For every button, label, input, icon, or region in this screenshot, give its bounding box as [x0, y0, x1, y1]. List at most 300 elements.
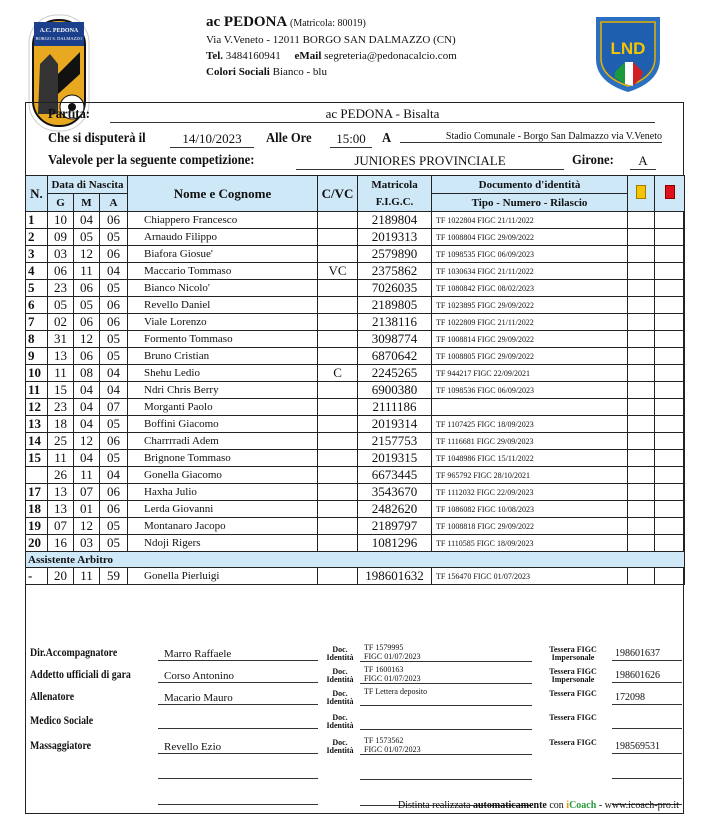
player-name: Gonella Pierluigi	[128, 568, 318, 585]
birth-day: 13	[48, 484, 74, 501]
player-row	[26, 484, 685, 501]
birth-month: 04	[74, 399, 100, 416]
yellow-card-cell	[628, 280, 655, 297]
staff-doc-field	[360, 665, 532, 684]
red-card-cell	[655, 280, 685, 297]
doc-label: Doc. Identità	[326, 667, 354, 684]
birth-month: 04	[74, 416, 100, 433]
col-m: M	[74, 194, 100, 212]
birth-year: 05	[100, 331, 128, 348]
birth-year: 06	[100, 433, 128, 450]
player-row	[26, 314, 685, 331]
club-header	[206, 14, 457, 80]
player-number: 6	[26, 297, 48, 314]
id-document: TF 1022804 FIGC 21/11/2022	[432, 212, 628, 229]
competition-label: Valevole per la seguente competizione:	[48, 153, 255, 168]
id-document: TF 965792 FIGC 28/10/2021	[432, 467, 628, 484]
birth-day: 23	[48, 399, 74, 416]
yellow-card-cell	[628, 331, 655, 348]
red-card-cell	[655, 331, 685, 348]
birth-day: 10	[48, 212, 74, 229]
captain-mark	[318, 314, 358, 331]
doc-line-1: TF 1579995	[364, 643, 404, 652]
col-red-card	[655, 176, 685, 212]
matricola: 2019313	[358, 229, 432, 246]
id-document	[432, 399, 628, 416]
birth-day: 05	[48, 297, 74, 314]
player-name: Shehu Ledio	[128, 365, 318, 382]
player-number	[26, 467, 48, 484]
col-doc: Documento d'identità	[432, 176, 628, 194]
birth-year: 07	[100, 399, 128, 416]
birth-day: 13	[48, 348, 74, 365]
staff-tessera-field	[612, 761, 682, 779]
birth-month: 04	[74, 212, 100, 229]
partita-value: ac PEDONA - Bisalta	[110, 106, 655, 123]
col-n: N.	[26, 176, 48, 212]
birth-day: 16	[48, 535, 74, 552]
assistant-row	[26, 568, 685, 585]
player-name: Boffini Giacomo	[128, 416, 318, 433]
red-card-cell	[655, 382, 685, 399]
captain-mark: VC	[318, 263, 358, 280]
birth-month: 12	[74, 246, 100, 263]
red-card-icon	[665, 185, 675, 199]
id-document: TF 1086082 FIGC 10/08/2023	[432, 501, 628, 518]
birth-year: 06	[100, 297, 128, 314]
icoach-brand: Coach	[569, 800, 597, 811]
staff-name-field[interactable]: Marro Raffaele	[158, 643, 318, 661]
captain-mark	[318, 450, 358, 467]
id-document: TF 1030634 FIGC 21/11/2022	[432, 263, 628, 280]
competition-value: JUNIORES PROVINCIALE	[296, 153, 564, 170]
captain-mark	[318, 229, 358, 246]
player-row	[26, 331, 685, 348]
yellow-card-cell	[628, 382, 655, 399]
captain-mark	[318, 484, 358, 501]
birth-month: 06	[74, 280, 100, 297]
red-card-cell	[655, 246, 685, 263]
id-document: TF 1008818 FIGC 29/09/2022	[432, 518, 628, 535]
yellow-card-cell	[628, 501, 655, 518]
matricola: 6870642	[358, 348, 432, 365]
staff-name-field[interactable]	[158, 711, 318, 729]
player-number: 11	[26, 382, 48, 399]
player-row	[26, 501, 685, 518]
tel-label: Tel.	[206, 50, 224, 62]
player-row	[26, 212, 685, 229]
birth-year: 06	[100, 212, 128, 229]
birth-month: 07	[74, 484, 100, 501]
svg-text:LND: LND	[610, 39, 646, 58]
staff-name-field[interactable]: Revello Ezio	[158, 736, 318, 754]
girone-label: Girone:	[572, 153, 614, 168]
id-document: TF 1008805 FIGC 29/09/2022	[432, 348, 628, 365]
birth-month: 05	[74, 297, 100, 314]
id-document: TF 1023895 FIGC 29/09/2022	[432, 297, 628, 314]
id-document: TF 944217 FIGC 22/09/2021	[432, 365, 628, 382]
assistant-section: Assistente Arbitro	[26, 552, 685, 568]
id-document: TF 1098535 FIGC 06/09/2023	[432, 246, 628, 263]
matricola: 2019314	[358, 416, 432, 433]
player-number: 12	[26, 399, 48, 416]
captain-mark	[318, 331, 358, 348]
footer-pre: Distinta realizzata	[398, 800, 471, 811]
captain-mark	[318, 535, 358, 552]
club-name: ac PEDONA	[206, 14, 288, 30]
birth-day: 11	[48, 365, 74, 382]
yellow-card-cell	[628, 484, 655, 501]
birth-day: 11	[48, 450, 74, 467]
player-number: 20	[26, 535, 48, 552]
id-document: TF 1008814 FIGC 29/09/2022	[432, 331, 628, 348]
match-date: 14/10/2023	[170, 131, 254, 148]
red-card-cell	[655, 399, 685, 416]
colors-label: Colori Sociali	[206, 66, 270, 78]
birth-month: 01	[74, 501, 100, 518]
birth-year: 06	[100, 246, 128, 263]
birth-year: 05	[100, 229, 128, 246]
captain-mark	[318, 568, 358, 585]
birth-day: 09	[48, 229, 74, 246]
player-number: 3	[26, 246, 48, 263]
doc-line-1: TF 1600163	[364, 665, 404, 674]
red-card-cell	[655, 229, 685, 246]
col-birth: Data di Nascita	[48, 176, 128, 194]
birth-month: 08	[74, 365, 100, 382]
id-document: TF 1112032 FIGC 22/09/2023	[432, 484, 628, 501]
matricola: 2157753	[358, 433, 432, 450]
staff-name-field[interactable]: Macario Mauro	[158, 687, 318, 705]
col-name: Nome e Cognome	[128, 176, 318, 212]
doc-label: Doc. Identità	[326, 645, 354, 662]
staff-doc-field	[360, 761, 532, 780]
player-row	[26, 518, 685, 535]
player-row	[26, 365, 685, 382]
staff-role: Dir.Accompagnatore	[30, 645, 118, 659]
red-card-cell	[655, 314, 685, 331]
captain-mark	[318, 518, 358, 535]
footer-mid: con	[549, 800, 564, 811]
birth-month: 11	[74, 263, 100, 280]
red-card-cell	[655, 484, 685, 501]
player-name: Formento Tommaso	[128, 331, 318, 348]
player-number: 4	[26, 263, 48, 280]
birth-day: 13	[48, 501, 74, 518]
player-name: Revello Daniel	[128, 297, 318, 314]
id-document: TF 1048986 FIGC 15/11/2022	[432, 450, 628, 467]
red-card-cell	[655, 518, 685, 535]
red-card-cell	[655, 433, 685, 450]
matricola: 2245265	[358, 365, 432, 382]
birth-year: 04	[100, 365, 128, 382]
player-name: Brignone Tommaso	[128, 450, 318, 467]
birth-day: 25	[48, 433, 74, 450]
player-name: Chiappero Francesco	[128, 212, 318, 229]
player-row	[26, 382, 685, 399]
captain-mark	[318, 348, 358, 365]
red-card-cell	[655, 297, 685, 314]
yellow-card-cell	[628, 399, 655, 416]
matricola: 2111186	[358, 399, 432, 416]
club-email: segreteria@pedonacalcio.com	[324, 50, 457, 62]
matricola: 2375862	[358, 263, 432, 280]
birth-day: 15	[48, 382, 74, 399]
matricola: 3098774	[358, 331, 432, 348]
yellow-card-cell	[628, 416, 655, 433]
staff-tessera-field	[612, 711, 682, 729]
player-name: Lerda Giovanni	[128, 501, 318, 518]
player-number: -	[26, 568, 48, 585]
footer-link[interactable]: - www.icoach-pro.it	[598, 800, 679, 811]
player-number: 14	[26, 433, 48, 450]
red-card-cell	[655, 263, 685, 280]
footer-bold: automaticamente	[472, 800, 547, 811]
id-document: TF 1080842 FIGC 08/02/2023	[432, 280, 628, 297]
captain-mark	[318, 433, 358, 450]
birth-month: 12	[74, 433, 100, 450]
birth-year: 05	[100, 280, 128, 297]
tessera-label: Tessera FIGC	[549, 689, 597, 698]
yellow-card-cell	[628, 229, 655, 246]
red-card-cell	[655, 348, 685, 365]
staff-doc-field	[360, 736, 532, 755]
birth-day: 18	[48, 416, 74, 433]
captain-mark: C	[318, 365, 358, 382]
matricola: 6673445	[358, 467, 432, 484]
birth-month: 12	[74, 331, 100, 348]
player-name: Bianco Nicolo'	[128, 280, 318, 297]
staff-name-field[interactable]: Corso Antonino	[158, 665, 318, 683]
yellow-card-cell	[628, 212, 655, 229]
player-row	[26, 280, 685, 297]
svg-text:A.C. PEDONA: A.C. PEDONA	[39, 28, 79, 34]
matricola: 6900380	[358, 382, 432, 399]
player-name: Arnaudo Filippo	[128, 229, 318, 246]
player-number: 13	[26, 416, 48, 433]
player-row	[26, 297, 685, 314]
red-card-cell	[655, 212, 685, 229]
yellow-card-cell	[628, 433, 655, 450]
player-number: 18	[26, 501, 48, 518]
birth-month: 11	[74, 568, 100, 585]
staff-name-field[interactable]	[158, 761, 318, 779]
birth-day: 20	[48, 568, 74, 585]
red-card-cell	[655, 467, 685, 484]
email-label: eMail	[294, 50, 322, 62]
player-number: 5	[26, 280, 48, 297]
player-row	[26, 263, 685, 280]
red-card-cell	[655, 365, 685, 382]
player-row	[26, 348, 685, 365]
birth-month: 03	[74, 535, 100, 552]
birth-month: 04	[74, 382, 100, 399]
player-number: 15	[26, 450, 48, 467]
tessera-label: Tessera FIGC	[549, 713, 597, 722]
birth-day: 31	[48, 331, 74, 348]
player-number: 19	[26, 518, 48, 535]
birth-day: 07	[48, 518, 74, 535]
player-row	[26, 416, 685, 433]
captain-mark	[318, 382, 358, 399]
venue-label: A	[382, 131, 392, 146]
staff-doc-field	[360, 711, 532, 730]
col-figc: F.I.G.C.	[358, 194, 432, 212]
tessera-label: Tessera FIGC Impersonale	[549, 645, 597, 662]
doc-label: Doc. Identità	[326, 738, 354, 755]
birth-day: 26	[48, 467, 74, 484]
player-row	[26, 246, 685, 263]
matricola: 198601632	[358, 568, 432, 585]
yellow-card-cell	[628, 518, 655, 535]
date-label: Che si disputerà il	[48, 131, 146, 146]
yellow-card-cell	[628, 314, 655, 331]
yellow-card-icon	[636, 185, 646, 199]
birth-year: 06	[100, 314, 128, 331]
matricola: 3543670	[358, 484, 432, 501]
col-doc-sub: Tipo - Numero - Rilascio	[432, 194, 628, 212]
captain-mark	[318, 212, 358, 229]
captain-mark	[318, 280, 358, 297]
club-tel: 3484160941	[225, 50, 281, 62]
player-name: Haxha Julio	[128, 484, 318, 501]
player-number: 10	[26, 365, 48, 382]
club-colors: Bianco - blu	[272, 66, 327, 78]
captain-mark	[318, 501, 358, 518]
birth-day: 03	[48, 246, 74, 263]
col-yellow-card	[628, 176, 655, 212]
birth-day: 06	[48, 263, 74, 280]
player-row	[26, 467, 685, 484]
staff-role: Medico Sociale	[30, 713, 94, 727]
birth-year: 59	[100, 568, 128, 585]
id-document: TF 1116681 FIGC 29/09/2023	[432, 433, 628, 450]
birth-month: 06	[74, 348, 100, 365]
club-matricola: (Matricola: 80019)	[290, 18, 366, 29]
yellow-card-cell	[628, 365, 655, 382]
club-address: Via V.Veneto - 12011 BORGO SAN DALMAZZO (CN)	[206, 34, 456, 46]
captain-mark	[318, 246, 358, 263]
match-venue: Stadio Comunale - Borgo San Dalmazzo via V.Veneto	[400, 131, 662, 143]
birth-year: 06	[100, 484, 128, 501]
doc-line-2: FIGC 01/07/2023	[364, 674, 421, 683]
birth-year: 05	[100, 416, 128, 433]
birth-year: 06	[100, 501, 128, 518]
yellow-card-cell	[628, 568, 655, 585]
player-number: 8	[26, 331, 48, 348]
yellow-card-cell	[628, 246, 655, 263]
player-name: Ndoji Rigers	[128, 535, 318, 552]
red-card-cell	[655, 568, 685, 585]
id-document: TF 1110585 FIGC 18/09/2023	[432, 535, 628, 552]
player-name: Gonella Giacomo	[128, 467, 318, 484]
player-row	[26, 399, 685, 416]
staff-tessera-field: 198601626	[612, 665, 682, 683]
tessera-label: Tessera FIGC	[549, 738, 597, 747]
birth-year: 05	[100, 518, 128, 535]
col-matricola: Matricola	[358, 176, 432, 194]
player-number: 9	[26, 348, 48, 365]
player-number: 1	[26, 212, 48, 229]
birth-year: 04	[100, 263, 128, 280]
yellow-card-cell	[628, 263, 655, 280]
player-number: 2	[26, 229, 48, 246]
captain-mark	[318, 399, 358, 416]
red-card-cell	[655, 450, 685, 467]
doc-line-2: FIGC 01/07/2023	[364, 652, 421, 661]
captain-mark	[318, 416, 358, 433]
staff-name-field[interactable]	[158, 787, 318, 805]
icoach-i: i	[566, 800, 570, 811]
svg-text:BORGO S. DALMAZZO: BORGO S. DALMAZZO	[35, 36, 83, 41]
staff-role: Massaggiatore	[30, 738, 92, 752]
player-name: Ndri Chris Berry	[128, 382, 318, 399]
birth-month: 06	[74, 314, 100, 331]
birth-month: 04	[74, 450, 100, 467]
yellow-card-cell	[628, 467, 655, 484]
yellow-card-cell	[628, 348, 655, 365]
matricola: 2579890	[358, 246, 432, 263]
staff-tessera-field: 198601637	[612, 643, 682, 661]
lnd-logo	[593, 14, 663, 94]
player-name: Viale Lorenzo	[128, 314, 318, 331]
birth-year: 05	[100, 348, 128, 365]
doc-line-1: TF Lettera deposito	[364, 687, 428, 696]
matricola: 2019315	[358, 450, 432, 467]
player-name: Montanaro Jacopo	[128, 518, 318, 535]
birth-year: 04	[100, 467, 128, 484]
player-row	[26, 433, 685, 450]
id-document: TF 1008804 FIGC 29/09/2022	[432, 229, 628, 246]
captain-mark	[318, 467, 358, 484]
player-row	[26, 450, 685, 467]
matricola: 1081296	[358, 535, 432, 552]
staff-role: Allenatore	[30, 689, 75, 703]
player-name: Charrrradi Adem	[128, 433, 318, 450]
col-a: A	[100, 194, 128, 212]
birth-year: 04	[100, 382, 128, 399]
doc-line-2: FIGC 01/07/2023	[364, 745, 421, 754]
birth-month: 05	[74, 229, 100, 246]
player-name: Biafora Giosue'	[128, 246, 318, 263]
tessera-label: Tessera FIGC Impersonale	[549, 667, 597, 684]
yellow-card-cell	[628, 535, 655, 552]
staff-tessera-field: 172098	[612, 687, 682, 705]
red-card-cell	[655, 416, 685, 433]
doc-line-1: TF 1573562	[364, 736, 404, 745]
yellow-card-cell	[628, 450, 655, 467]
matricola: 2189804	[358, 212, 432, 229]
staff-doc-field	[360, 687, 532, 706]
player-name: Maccario Tommaso	[128, 263, 318, 280]
col-g: G	[48, 194, 74, 212]
captain-mark	[318, 297, 358, 314]
birth-year: 05	[100, 535, 128, 552]
staff-doc-field	[360, 643, 532, 662]
footer-credit	[398, 800, 679, 811]
matricola: 2482620	[358, 501, 432, 518]
player-name: Morganti Paolo	[128, 399, 318, 416]
matricola: 2138116	[358, 314, 432, 331]
player-number: 17	[26, 484, 48, 501]
player-name: Bruno Cristian	[128, 348, 318, 365]
id-document: TF 1098536 FIGC 06/09/2023	[432, 382, 628, 399]
girone-value: A	[630, 153, 656, 170]
player-number: 7	[26, 314, 48, 331]
id-document: TF 156470 FIGC 01/07/2023	[432, 568, 628, 585]
birth-month: 11	[74, 467, 100, 484]
red-card-cell	[655, 501, 685, 518]
